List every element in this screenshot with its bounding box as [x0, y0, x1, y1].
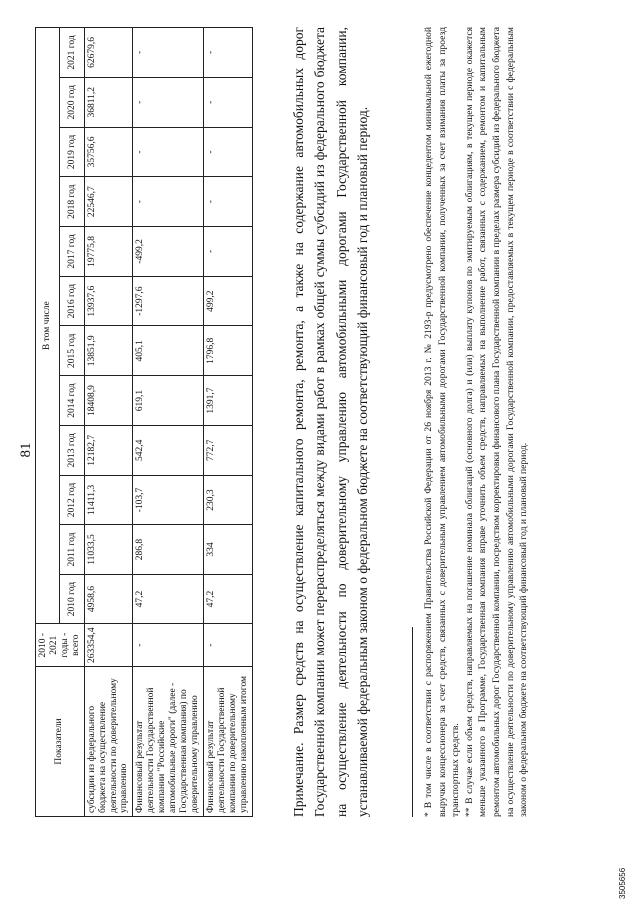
row-value: 11411,3	[84, 475, 133, 525]
header-indicator: Показатели	[36, 667, 85, 817]
page-number: 81	[18, 442, 34, 458]
header-year: 2010 год	[60, 574, 84, 624]
row-label: субсидии из федерального бюджета на осуществление деятельности по доверительному управлению	[84, 667, 133, 817]
row-value: 18408,9	[84, 376, 133, 426]
header-year: 2020 год	[60, 77, 84, 127]
row-value: -499,2	[133, 227, 204, 277]
row-value: 36811,2	[84, 77, 133, 127]
row-value: 12182,7	[84, 425, 133, 475]
row-value: 230,3	[203, 475, 252, 525]
table-header-row	[36, 28, 60, 817]
row-label: Финансовый результат деятельности Государственной компании по доверительному управлению накопленным итогом	[203, 667, 252, 817]
footnote-1: * В том числе в соответствии с распоряжением Правительства Российской Федерации от 26 ноября 2013 г. № 2193-р предусмотрено обеспечение концедентом минимальной ежегодной выручки концессионера за счет средств, связанных с доверительным управлением автомобильными дорогами Государственной компании, полученных за счет взимания платы за проезд транспортных средств.	[423, 27, 462, 817]
row-value: 286,8	[133, 525, 204, 574]
table-row	[84, 28, 133, 817]
row-value: -	[133, 177, 204, 227]
row-total: -	[133, 624, 204, 667]
header-year: 2019 год	[60, 127, 84, 177]
row-value: 1796,8	[203, 326, 252, 376]
row-value: 619,1	[133, 376, 204, 426]
header-including: В том числе	[36, 28, 60, 624]
table-body	[84, 28, 252, 817]
row-value: -103,7	[133, 475, 204, 525]
row-value: -	[203, 177, 252, 227]
row-value: 47,2	[133, 574, 204, 624]
table-row	[203, 28, 252, 817]
header-year: 2014 год	[60, 376, 84, 426]
row-value: 11033,5	[84, 525, 133, 574]
row-value: 334	[203, 525, 252, 574]
row-value: 22546,7	[84, 177, 133, 227]
header-year: 2021 год	[60, 28, 84, 78]
row-total: 263354,4	[84, 624, 133, 667]
footnote-2: ** В случае если объем средств, направляемых на погашение номинала облигаций (основного долга) и (или) выплату купонов по эмитируемым облигациям, в текущем периоде окажется меньше указанного в Программе, Государственная компания вправе уточнить объем средств, направляемых на выполнение работ, связанных с содержанием, ремонтом и капитальным ремонтом автомобильных дорог Государственной компании, посредством корректировки финансового плана Государственной компании в пределах размера субсидий из федерального бюджета на осуществление деятельности по доверительному управлению автомобильными дорогами Государственной компании, предоставляемых в текущем периоде в соответствии с федеральным законом о федеральном бюджете на соответствующий финансовый год и плановый период.	[463, 27, 530, 817]
row-value: -	[133, 28, 204, 78]
row-total: -	[203, 624, 252, 667]
row-value: 47,2	[203, 574, 252, 624]
row-value: 13851,9	[84, 326, 133, 376]
row-value: -	[203, 28, 252, 78]
row-label: Финансовый результат деятельности Государственной компании "Российские автомобильные дороги" (далее - Государственная компания) по доверительному управлению	[133, 667, 204, 817]
row-value: -	[133, 77, 204, 127]
row-value: 19775,8	[84, 227, 133, 277]
header-year: 2016 год	[60, 276, 84, 326]
row-value: -	[203, 127, 252, 177]
row-value: 499,2	[203, 276, 252, 326]
header-year: 2013 год	[60, 425, 84, 475]
row-value: -1297,6	[133, 276, 204, 326]
document-code: 3505656	[618, 867, 627, 899]
header-year: 2017 год	[60, 227, 84, 277]
row-value: 542,4	[133, 425, 204, 475]
table-row	[133, 28, 204, 817]
row-value: 62679,6	[84, 28, 133, 78]
data-table	[35, 27, 253, 817]
header-year: 2011 год	[60, 525, 84, 574]
row-value: 13937,6	[84, 276, 133, 326]
row-value: 772,7	[203, 425, 252, 475]
row-value: 35756,6	[84, 127, 133, 177]
header-total: 2010 - 2021 годы - всего	[36, 624, 85, 667]
row-value: 405,1	[133, 326, 204, 376]
note-paragraph: Примечание. Размер средств на осуществление капитального ремонта, ремонта, а также на содержание автомобильных дорог Государственной компании может перераспределяться между видами работ в рамках общей суммы субсидий из федерального бюджета на осуществление деятельности по доверительному управлению автомобильными дорогами Государственной компании, устанавливаемой федеральным законом о федеральном бюджете на соответствующий финансовый год и плановый период.	[291, 27, 370, 817]
footnotes	[422, 27, 531, 817]
header-year: 2012 год	[60, 475, 84, 525]
row-value: 1391,7	[203, 376, 252, 426]
footnote-divider	[412, 627, 413, 817]
header-year: 2015 год	[60, 326, 84, 376]
row-value: -	[203, 227, 252, 277]
header-year: 2018 год	[60, 177, 84, 227]
row-value: -	[203, 77, 252, 127]
row-value: -	[133, 127, 204, 177]
row-value: 4958,6	[84, 574, 133, 624]
